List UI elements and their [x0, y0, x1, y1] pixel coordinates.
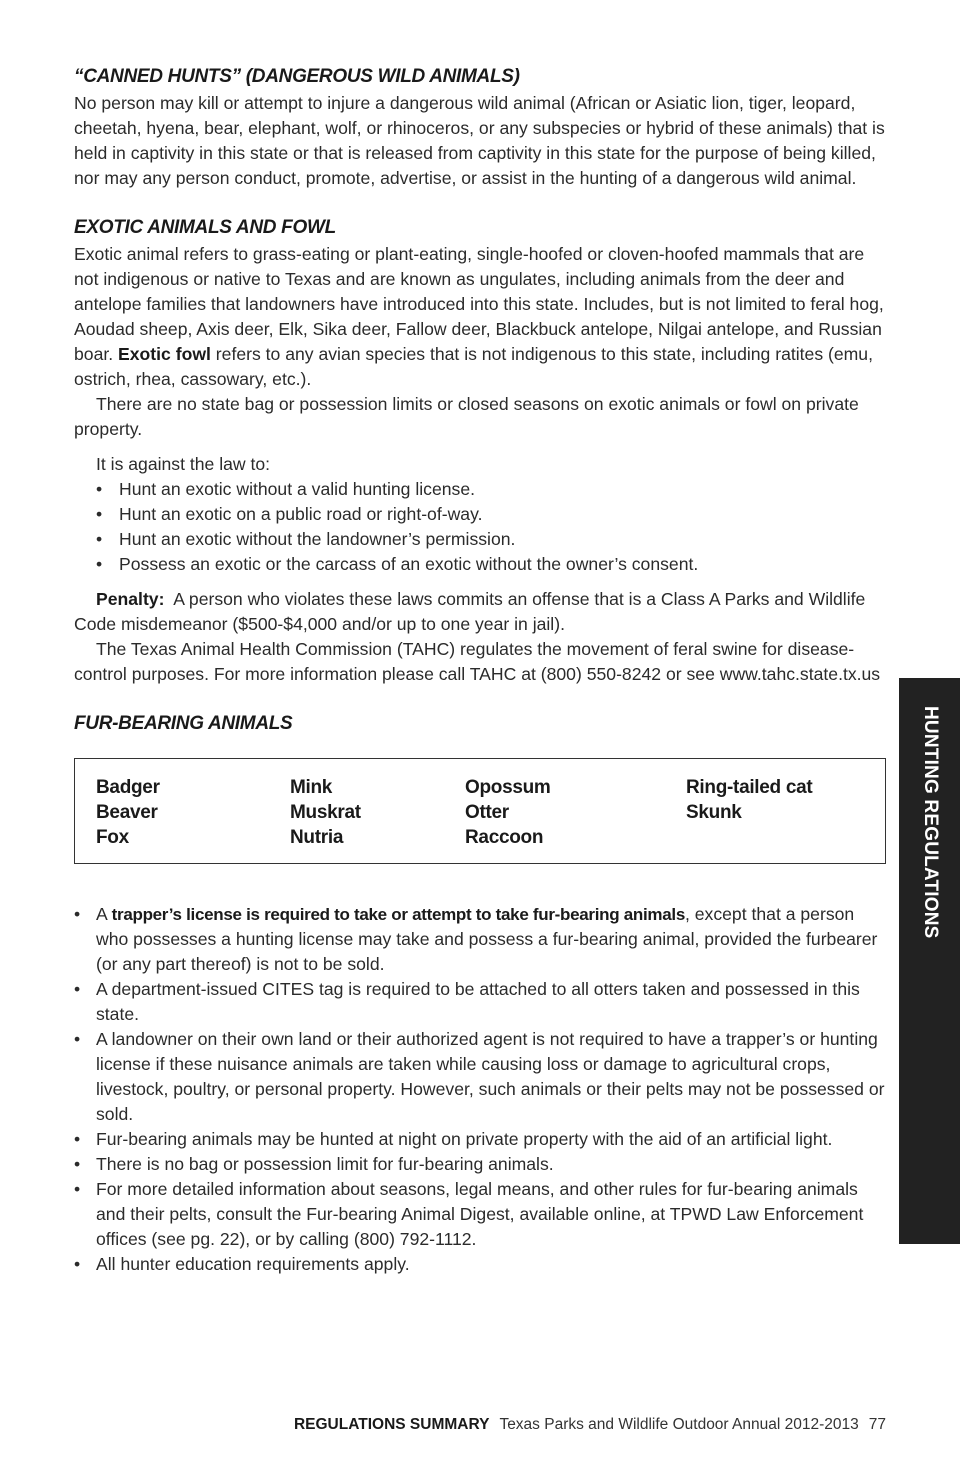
- exotic-body: [74, 242, 886, 392]
- fur-animal: Otter: [465, 802, 509, 823]
- fur-bearing-animal-table: [74, 758, 886, 864]
- fur-animal: Raccoon: [465, 827, 544, 848]
- side-tab-label: HUNTING REGULATIONS: [919, 706, 941, 939]
- fur-bearing-heading: FUR-BEARING ANIMALS: [74, 713, 293, 734]
- page-footer: [294, 1416, 886, 1434]
- fur-column: [290, 775, 361, 850]
- list-item: • All hunter education requirements apply.: [74, 1252, 886, 1277]
- list-item: • Possess an exotic or the carcass of an exotic without the owner’s consent.: [96, 552, 886, 577]
- list-item: • A department-issued CITES tag is required to be attached to all otters taken and possessed in this state.: [74, 977, 886, 1027]
- footer-publication: Texas Parks and Wildlife Outdoor Annual 2012-2013: [499, 1416, 859, 1433]
- exotic-fowl-term: Exotic fowl: [118, 344, 211, 364]
- list-item: [74, 902, 886, 977]
- trappers-license-text: trapper’s license is required to take or attempt to take fur-bearing animals: [111, 905, 685, 924]
- list-item: • For more detailed information about seasons, legal means, and other rules for fur-bearing animals and their pelts, consult the Fur-bearing Animal Digest, available online, at TPWD Law Enforcement offices (see pg. 22), or by calling (800) 792-1112.: [74, 1177, 886, 1252]
- list-item: • There is no bag or possession limit for fur-bearing animals.: [74, 1152, 886, 1177]
- list-item: • Hunt an exotic without a valid hunting license.: [96, 477, 886, 502]
- fur-bearing-rules-list: [74, 902, 886, 1277]
- fur-animal: Beaver: [96, 802, 158, 823]
- fur-column: [465, 775, 551, 850]
- canned-hunts-heading: “CANNED HUNTS” (DANGEROUS WILD ANIMALS): [74, 66, 520, 87]
- fur-animal: Fox: [96, 827, 129, 848]
- page-content: [74, 64, 886, 1277]
- fur-animal: Badger: [96, 777, 160, 798]
- exotic-body-b: refers to any avian species that is not indigenous to this state, including ratites (emu, ostrich, rhea, cassowary, etc.).: [74, 344, 873, 389]
- footer-label: REGULATIONS SUMMARY: [293, 1416, 490, 1433]
- exotic-heading: EXOTIC ANIMALS AND FOWL: [74, 217, 336, 238]
- list-item: • Fur-bearing animals may be hunted at night on private property with the aid of an artificial light.: [74, 1127, 886, 1152]
- fur-animal: Skunk: [686, 802, 742, 823]
- fur-animal: Nutria: [290, 827, 344, 848]
- fur-animal: Opossum: [465, 777, 551, 798]
- exotic-limits: There are no state bag or possession limits or closed seasons on exotic animals or fowl on private property.: [74, 394, 859, 439]
- penalty-paragraph: [74, 587, 886, 637]
- exotic-body-a: Exotic animal refers to grass-eating or plant-eating, single-hoofed or cloven-hoofed mammals that are not indigenous or native to Texas and are known as ungulates, including animals from the deer and antelope families that landowners have introduced into this state. Includes, but is not limited to feral hog, Aoudad sheep, Axis deer, Elk, Sika deer, Fallow deer, Blackbuck antelope, Nilgai antelope, and Russian boar.: [74, 244, 884, 364]
- list-item: • Hunt an exotic without the landowner’s permission.: [96, 527, 886, 552]
- fur-column: [686, 775, 812, 825]
- canned-hunts-body: No person may kill or attempt to injure a dangerous wild animal (African or Asiatic lion, tiger, leopard, cheetah, hyena, bear, elephant, wolf, or rhinoceros, or any subspecies or hybrid of these animals) that is held in captivity in this state or that is released from captivity in this state for the purpose of being killed, nor may any person conduct, promote, advertise, or assist in the hunting of a dangerous wild animal.: [74, 93, 885, 188]
- fur-animal: Ring-tailed cat: [686, 777, 813, 798]
- fur-animal: Mink: [290, 777, 333, 798]
- side-section-tab: [899, 678, 960, 1244]
- penalty-label: Penalty:: [96, 589, 165, 609]
- penalty-text: A person who violates these laws commits an offense that is a Class A Parks and Wildlife Code misdemeanor ($500-$4,000 and/or up to one year in jail).: [74, 589, 866, 634]
- page-number: 77: [868, 1416, 886, 1433]
- tahc-paragraph: The Texas Animal Health Commission (TAHC) regulates the movement of feral swine for disease-control purposes. For more information please call TAHC at (800) 550-8242 or see www.tahc.state.tx.us: [74, 639, 881, 684]
- list-item: • Hunt an exotic on a public road or right-of-way.: [96, 502, 886, 527]
- against-law-list: [74, 477, 886, 577]
- list-item: • A landowner on their own land or their authorized agent is not required to have a trapper’s or hunting license if these nuisance animals are taken while causing loss or damage to agricultural crops, livestock, poultry, or personal property. However, such animals or their pelts may not be possessed or sold.: [74, 1027, 886, 1127]
- fur-animal: Muskrat: [290, 802, 361, 823]
- fur-column: [96, 775, 160, 850]
- against-law-intro: It is against the law to:: [96, 454, 271, 474]
- bullet1-pre: A: [96, 904, 107, 924]
- bullet1-post: , except that a person who possesses a hunting license may take and possess a fur-bearing animal, provided the furbearer (or any part thereof) is not to be sold.: [96, 904, 878, 974]
